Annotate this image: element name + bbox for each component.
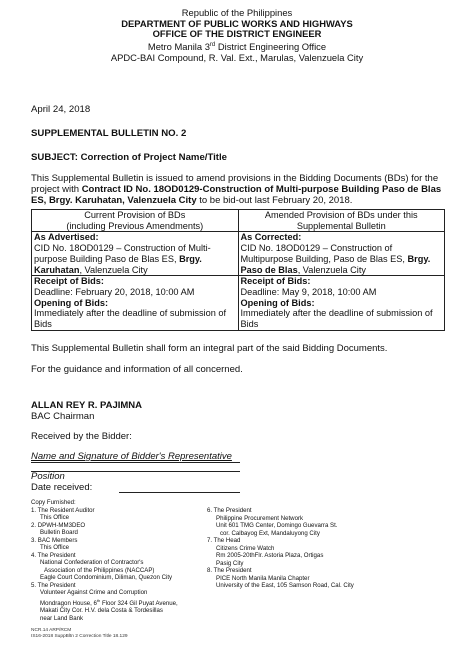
table-row [32, 232, 445, 276]
copy-furnished-right: 6. The President Philippine Procurement Network Unit 601 TMG Center, Domingo Guevarra St. cor. Calbayog Ext, Mandaluyong City 7. The Head Citizens Crime Watch Rm 2005-20thFlr. Astoria Plaza, Ortigas Pasig City 8. The President PICE North Manila Manila Chapter University of the East, 105 Samson Road, Cal. City [207, 507, 354, 589]
position-caption: Position [31, 471, 65, 482]
letter-date: April 24, 2018 [31, 104, 91, 115]
date-received-line [119, 492, 240, 493]
signatory-title: BAC Chairman [31, 410, 95, 422]
contract-reference: Contract ID No. 18OD0129-Construction of Multi-purpose Building Paso de Blas ES, Brgy. Karuhatan, Valenzuela City [31, 184, 442, 207]
amended-provision-header: Amended Provision of BDs under this Supplemental Bulletin [238, 210, 445, 232]
copy-furnished-title: Copy Furnished: [31, 499, 76, 506]
current-receipt-cell: Receipt of Bids: Deadline: February 20, 2018, 10:00 AM Opening of Bids: Immediately after the deadline of submission of Bids [32, 276, 239, 331]
intro-paragraph: This Supplemental Bulletin is issued to amend provisions in the Bidding Documents (BDs) for the project with Contract ID No. 18OD0129-Construction of Multi-purpose Building Paso de Blas ES, Brgy. Karuhatan, Valenzuela City to be bid-out last February 20, 2018. [31, 173, 442, 207]
letterhead [0, 8, 474, 63]
office-name: OFFICE OF THE DISTRICT ENGINEER [152, 28, 322, 40]
signature-caption: Name and Signature of Bidder's Representative [31, 451, 232, 462]
copy-furnished-left: Copy Furnished: 1. The Resident Auditor This Office 2. DPWH-MM3DEO Bulletin Board 3. BAC Members This Office 4. The President National Confederation of Contractor's Association of the Philippines (NACCAP) Eagle Court Condominium, Diliman, Quezon City 5. The President Volunteer Against Crime and Corruption Mondragon House, 6th Floor 324 Gil Puyat Avenue, Makati City Cor. H.V. dela Costa & Tordesillas near Land Bank [31, 499, 178, 622]
signatory [31, 401, 142, 423]
department-name: DEPARTMENT OF PUBLIC WORKS AND HIGHWAYS [121, 17, 353, 29]
document-footer: NCR.14 ARP/RCM IS16-2018 SuppBltn 2 Correction Title 18.129 [31, 628, 128, 639]
table-row [32, 210, 445, 232]
received-by-label: Received by the Bidder: [31, 431, 132, 442]
amended-project-cell: As Corrected: CID No. 18OD0129 – Construction of Multipurpose Building, Paso de Blas ES, Brgy. Paso de Blas, Valenzuela City [238, 232, 445, 276]
date-received-label: Date received: [31, 482, 93, 493]
integral-part-paragraph: This Supplemental Bulletin shall form an integral part of the said Bidding Documents. [31, 343, 388, 354]
bulletin-number: SUPPLEMENTAL BULLETIN NO. 2 [31, 128, 187, 139]
provisions-table [31, 209, 445, 331]
signature-line [31, 462, 240, 463]
republic-line: Republic of the Philippines [181, 7, 293, 18]
district-line: Metro Manila 3rd District Engineering Office [147, 40, 327, 52]
office-address: APDC-BAI Compound, R. Val. Ext., Marulas, Valenzuela City [110, 51, 364, 63]
guidance-paragraph: For the guidance and information of all concerned. [31, 364, 243, 375]
table-row [32, 276, 445, 331]
subject-line: SUBJECT: Correction of Project Name/Title [31, 152, 228, 163]
current-project-cell: As Advertised: CID No. 18OD0129 – Construction of Multi-purpose Building Paso de Blas ES, Brgy. Karuhatan, Valenzuela City [32, 232, 239, 276]
signatory-name: ALLAN REY R. PAJIMNA [31, 400, 143, 411]
current-provision-header: Current Provision of BDs (including Previous Amendments) [32, 210, 239, 232]
amended-receipt-cell: Receipt of Bids: Deadline: May 9, 2018, 10:00 AM Opening of Bids: Immediately after the deadline of submission of Bids [238, 276, 445, 331]
